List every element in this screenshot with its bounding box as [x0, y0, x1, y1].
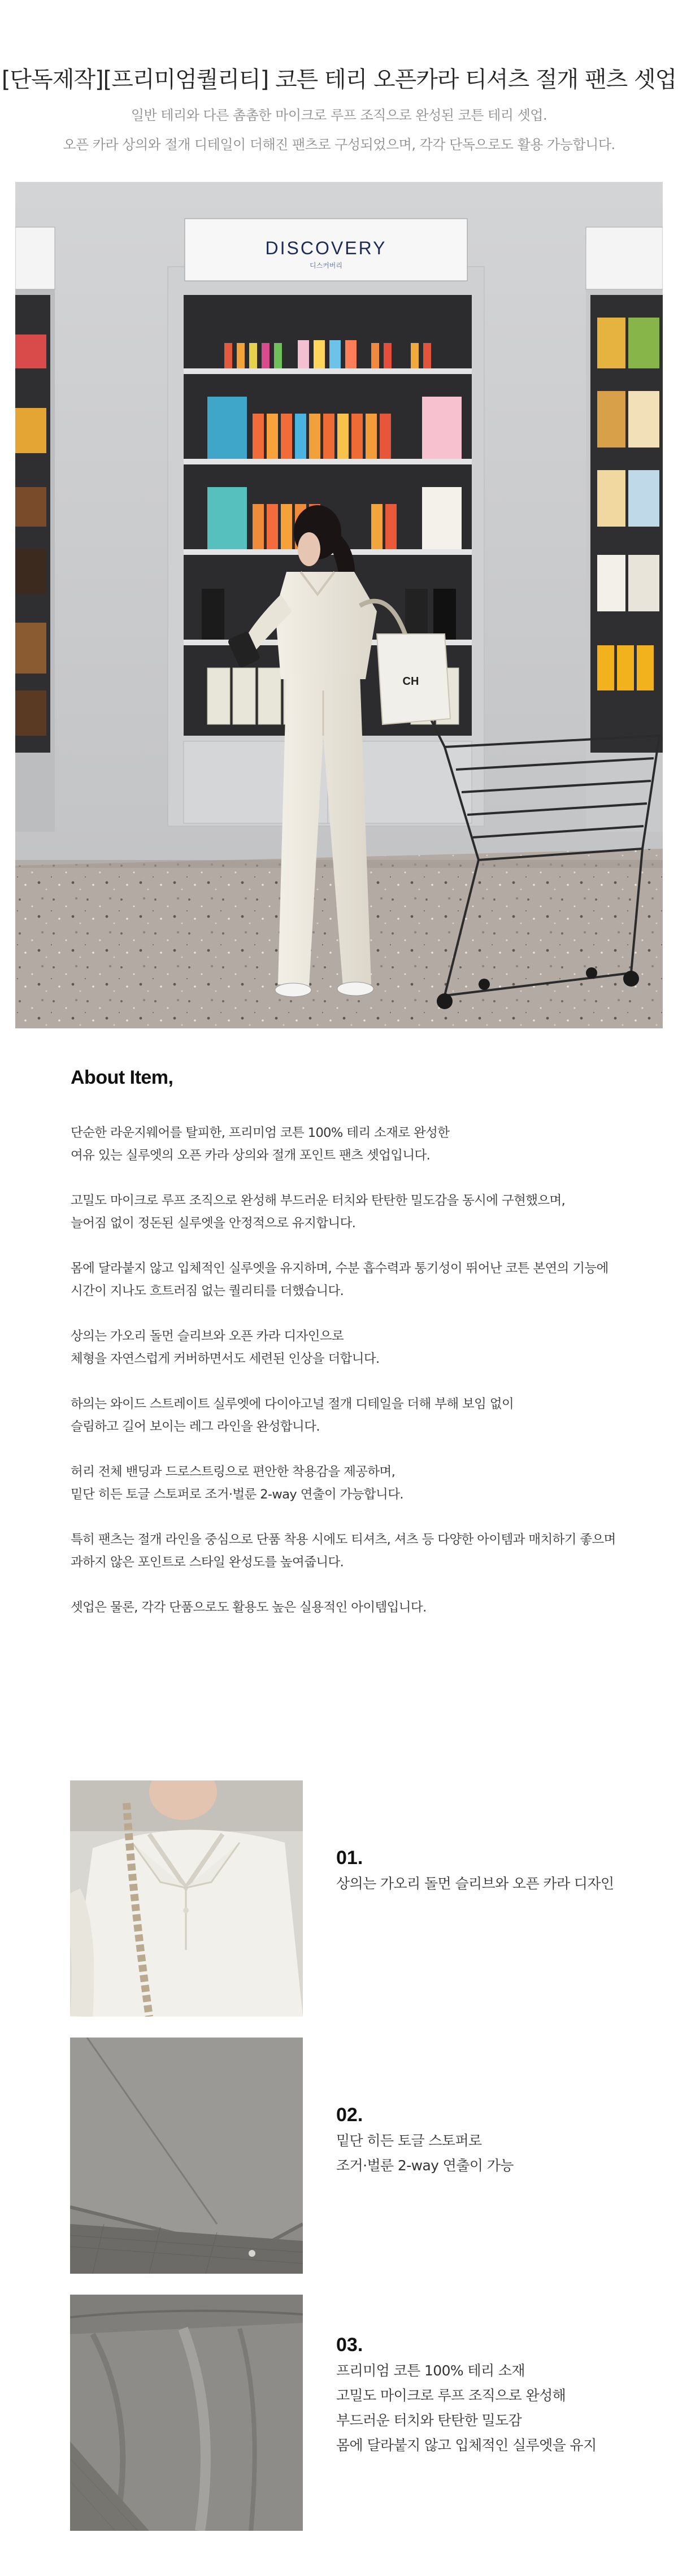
detail-item-03	[70, 2295, 635, 2531]
store-sign-subtext: 디스커버리	[310, 262, 342, 270]
detail-line: 고밀도 마이크로 루프 조직으로 완성해	[336, 2387, 566, 2404]
detail-description	[336, 1871, 614, 1896]
about-paragraph	[71, 1461, 670, 1506]
product-subtitle-line-1: 일반 테리와 다른 촘촘한 마이크로 루프 조직으로 완성된 코튼 테리 셋업.	[131, 107, 547, 123]
detail-item-02	[70, 2038, 635, 2274]
detail-description	[336, 2128, 514, 2178]
about-item-heading: About Item,	[71, 1067, 173, 1088]
about-paragraph	[71, 1393, 670, 1438]
store-scene-illustration	[15, 182, 663, 1028]
about-line: 고밀도 마이크로 루프 조직으로 완성해 부드러운 터치와 탄탄한 밀도감을 동시에 구현했으며,	[71, 1193, 566, 1208]
product-header	[0, 63, 678, 159]
about-line: 허리 전체 밴딩과 드로스트링으로 편안한 착용감을 제공하며,	[71, 1465, 395, 1479]
about-paragraph	[71, 1122, 670, 1167]
detail-description	[336, 2358, 597, 2458]
about-line: 늘어짐 없이 정돈된 실루엣을 안정적으로 유지합니다.	[71, 1216, 356, 1231]
about-paragraph	[71, 1189, 670, 1235]
about-line: 과하지 않은 포인트로 스타일 완성도를 높여줍니다.	[71, 1555, 344, 1570]
about-line: 특히 팬츠는 절개 라인을 중심으로 단품 착용 시에도 티셔츠, 셔츠 등 다양한 아이템과 매치하기 좋으며	[71, 1532, 616, 1547]
detail-photo-collar	[70, 1780, 303, 2017]
detail-line: 프리미엄 코튼 100% 테리 소재	[336, 2362, 525, 2379]
detail-line: 조거·벌룬 2-way 연출이 가능	[336, 2157, 514, 2174]
about-line: 상의는 가오리 돌먼 슬리브와 오픈 카라 디자인으로	[71, 1329, 344, 1344]
product-title: [단독제작][프리미엄퀄리티] 코튼 테리 오픈카라 티셔츠 절개 팬츠 셋업	[1, 67, 677, 93]
about-paragraph	[71, 1528, 670, 1574]
about-line: 몸에 달라붙지 않고 입체적인 실루엣을 유지하며, 수분 흡수력과 통기성이 뛰어난 코튼 본연의 기능에	[71, 1261, 609, 1276]
detail-line: 밑단 히든 토글 스토퍼로	[336, 2132, 482, 2149]
about-paragraph	[71, 1257, 670, 1302]
about-line: 셋업은 물론, 각각 단품으로도 활용도 높은 실용적인 아이템입니다.	[71, 1600, 427, 1615]
about-line: 시간이 지나도 흐트러짐 없는 퀄리티를 더했습니다.	[71, 1284, 344, 1298]
detail-photo-hem	[70, 2038, 303, 2274]
bag-print-text: CH	[402, 675, 419, 688]
detail-line: 부드러운 터치와 탄탄한 밀도감	[336, 2412, 522, 2429]
detail-number: 02.	[336, 2104, 363, 2126]
hero-photo	[15, 182, 663, 1028]
detail-photo-fabric	[70, 2295, 303, 2531]
about-line: 여유 있는 실루엣의 오픈 카라 상의와 절개 포인트 팬츠 셋업입니다.	[71, 1148, 431, 1163]
about-line: 단순한 라운지웨어를 탈피한, 프리미엄 코튼 100% 테리 소재로 완성한	[71, 1126, 450, 1140]
about-line: 슬림하고 길어 보이는 레그 라인을 완성합니다.	[71, 1419, 320, 1434]
detail-line: 몸에 달라붙지 않고 입체적인 실루엣을 유지	[336, 2437, 597, 2453]
detail-number: 01.	[336, 1847, 363, 1869]
about-line: 체형을 자연스럽게 커버하면서도 세련된 인상을 더합니다.	[71, 1352, 380, 1366]
detail-line: 상의는 가오리 돌먼 슬리브와 오픈 카라 디자인	[336, 1875, 614, 1892]
detail-text-03	[336, 2334, 597, 2458]
about-line: 밑단 히든 토글 스토퍼로 조거·벌룬 2-way 연출이 가능합니다.	[71, 1487, 403, 1502]
detail-number: 03.	[336, 2334, 363, 2356]
about-paragraph	[71, 1596, 670, 1619]
detail-text-01	[336, 1847, 614, 1896]
about-paragraph	[71, 1325, 670, 1370]
detail-text-02	[336, 2104, 514, 2178]
detail-item-01	[70, 1780, 635, 2017]
about-item-body	[71, 1122, 670, 1619]
about-item-section	[71, 1067, 670, 1641]
about-line: 하의는 와이드 스트레이트 실루엣에 다이아고널 절개 디테일을 더해 부해 보임 없이	[71, 1397, 514, 1411]
store-sign-text: DISCOVERY	[265, 238, 387, 258]
product-subtitle-line-2: 오픈 카라 상의와 절개 디테일이 더해진 팬츠로 구성되었으며, 각각 단독으로도 활용 가능합니다.	[63, 137, 615, 153]
